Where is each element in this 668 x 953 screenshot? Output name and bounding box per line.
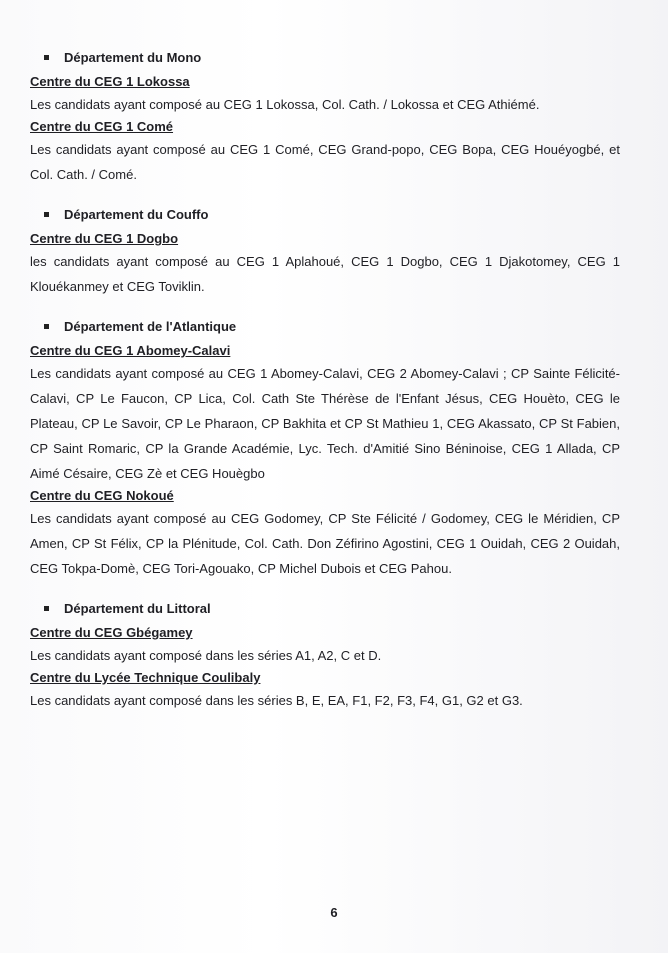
centre-description: Les candidats ayant composé au CEG 1 Comé, CEG Grand-popo, CEG Bopa, CEG Houéyogbé, et Col. Cath. / Comé. [30,142,620,182]
centre-description: les candidats ayant composé au CEG 1 Aplahoué, CEG 1 Dogbo, CEG 1 Djakotomey, CEG 1 Klouékanmey et CEG Toviklin. [30,254,620,294]
centre-title: Centre du CEG Nokoué [30,488,174,503]
department-title: Département du Mono [64,49,202,65]
bullet-icon [44,212,49,217]
department-title: Département de l'Atlantique [64,318,237,334]
section-littoral [30,599,620,713]
section-atlantique [30,317,620,581]
section-couffo [30,205,620,299]
centre-title: Centre du CEG 1 Lokossa [30,74,190,89]
department-heading [30,599,620,617]
centre-description: Les candidats ayant composé dans les séries A1, A2, C et D. [30,648,382,663]
centre-description: Les candidats ayant composé au CEG 1 Lokossa, Col. Cath. / Lokossa et CEG Athiémé. [30,97,540,112]
department-title: Département du Couffo [64,206,209,222]
page-content [30,48,620,731]
centre-title: Centre du CEG 1 Abomey-Calavi [30,343,231,358]
bullet-icon [44,606,49,611]
centre-description: Les candidats ayant composé au CEG Godomey, CP Ste Félicité / Godomey, CEG le Méridien, CP Amen, CP St Félix, CP la Plénitude, Col. Cath. Don Zéfirino Agostini, CEG 1 Ouidah, CEG 2 Ouidah, CEG Tokpa-Domè, CEG Tori-Agouako, CP Michel Dubois et CEG Pahou. [30,511,620,576]
centre-title: Centre du CEG 1 Comé [30,119,174,134]
centre-description: Les candidats ayant composé au CEG 1 Abomey-Calavi, CEG 2 Abomey-Calavi ; CP Sainte Félicité-Calavi, CP Le Faucon, CP Lica, Col. Cath Ste Thérèse de l'Enfant Jésus, CEG Houèto, CEG le Plateau, CP Le Savoir, CP Le Pharaon, CP Bakhita et CP St Mathieu 1, CEG Akassato, CP St Fabien, CP Saint Romaric, CP la Grande Académie, Lyc. Tech. d'Amitié Sino Béninoise, CEG 1 Allada, CP Aimé Césaire, CEG Zè et CEG Houègbo [30,366,620,481]
centre-title: Centre du CEG Gbégamey [30,625,193,640]
section-mono [30,48,620,187]
bullet-icon [44,324,49,329]
centre-title: Centre du Lycée Technique Coulibaly [30,670,261,685]
department-title: Département du Littoral [64,600,211,616]
page-number: 6 [330,905,338,920]
department-heading [30,205,620,223]
bullet-icon [44,55,49,60]
centre-title: Centre du CEG 1 Dogbo [30,231,179,246]
department-heading [30,48,620,66]
department-heading [30,317,620,335]
centre-description: Les candidats ayant composé dans les séries B, E, EA, F1, F2, F3, F4, G1, G2 et G3. [30,693,523,708]
